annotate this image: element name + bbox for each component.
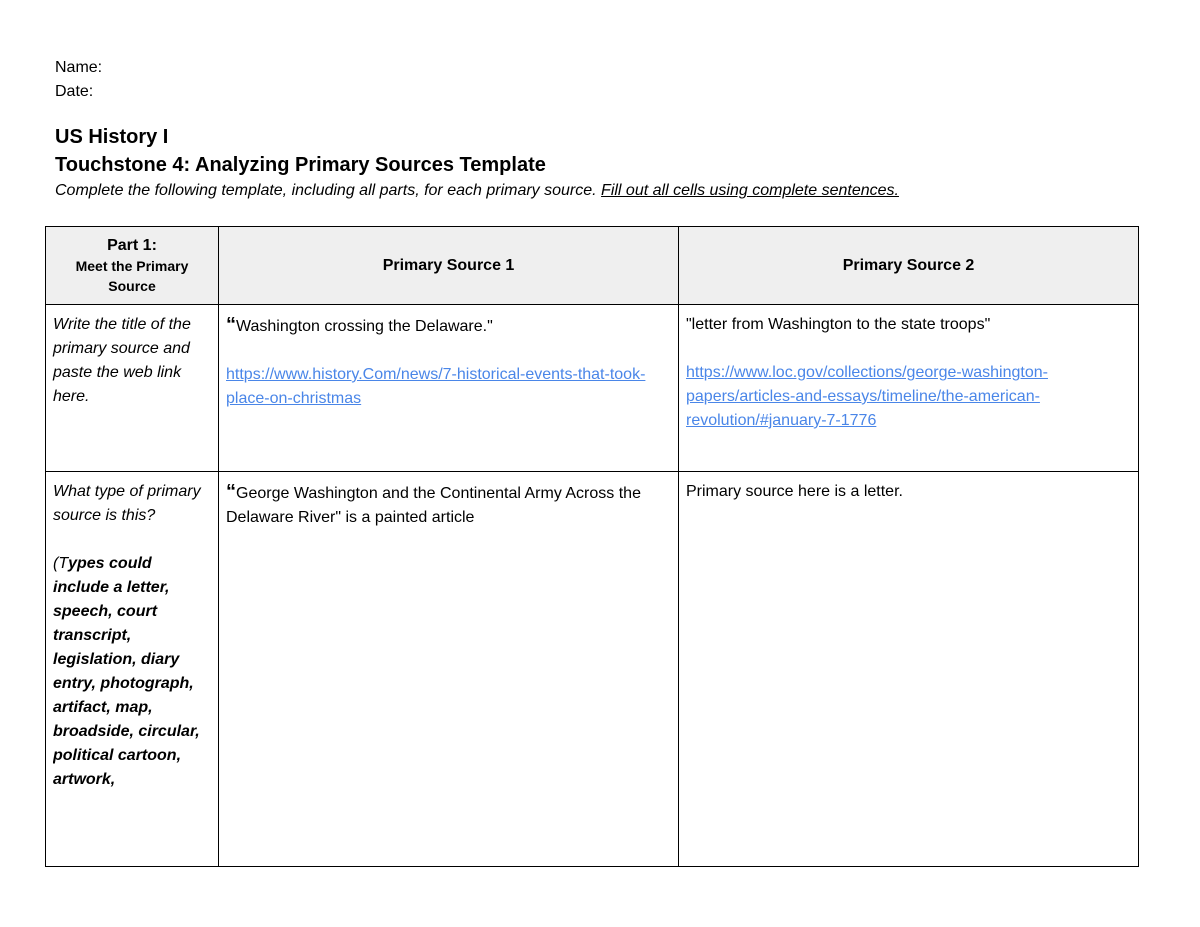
table-row <box>46 472 1139 867</box>
primary-source-table <box>45 226 1139 867</box>
part-label: Part 1: <box>107 236 157 254</box>
source1-title-cell[interactable] <box>219 305 679 472</box>
source-type-prompt: What type of primary source is this? <box>53 483 201 524</box>
corner-header-cell <box>46 227 219 305</box>
source1-title: Washington crossing the Delaware." <box>236 318 493 335</box>
title-link-prompt: Write the title of the primary source and paste the web link here. <box>53 316 191 405</box>
date-label: Date: <box>55 83 94 100</box>
source1-type: George Washington and the Continental Army Across the Delaware River" is a painted article <box>226 485 641 526</box>
source2-link[interactable]: https://www.loc.gov/collections/george-washington-papers/articles-and-essays/timeline/the-american-revolution/#january-7-1776 <box>686 364 1048 429</box>
examples-open: (T <box>53 555 69 572</box>
instructions-underlined: Fill out all cells using complete sentences. <box>601 182 899 199</box>
document-heading <box>55 123 899 203</box>
source2-title: "letter from Washington to the state troops" <box>686 316 991 333</box>
source1-type-cell[interactable] <box>219 472 679 867</box>
prompt-cell[interactable] <box>46 472 219 867</box>
prompt-cell[interactable] <box>46 305 219 472</box>
source2-title-cell[interactable] <box>679 305 1139 472</box>
source-type-examples <box>53 552 211 792</box>
course-title: US History I <box>55 126 169 148</box>
source1-link[interactable]: https://www.history.Com/news/7-historical-events-that-took-place-on-christmas <box>226 366 646 407</box>
student-info <box>55 56 102 104</box>
instructions <box>55 179 899 203</box>
source2-type-cell[interactable] <box>679 472 1139 867</box>
quote-mark: “ <box>226 481 236 503</box>
source2-type: Primary source here is a letter. <box>686 483 903 500</box>
name-label: Name: <box>55 59 103 76</box>
source2-header: Primary Source 2 <box>679 227 1139 305</box>
instructions-text: Complete the following template, including all parts, for each primary source. <box>55 182 602 199</box>
quote-mark: “ <box>226 314 236 336</box>
source1-header: Primary Source 1 <box>219 227 679 305</box>
part-subtitle: Meet the Primary Source <box>75 257 189 294</box>
assignment-title: Touchstone 4: Analyzing Primary Sources Template <box>55 154 546 176</box>
examples-text: ypes could include a letter, speech, court transcript, legislation, diary entry, photograph, artifact, map, broadside, circular, political cartoon, artwork, <box>53 555 200 788</box>
table-row <box>46 305 1139 472</box>
table-header-row <box>46 227 1139 305</box>
